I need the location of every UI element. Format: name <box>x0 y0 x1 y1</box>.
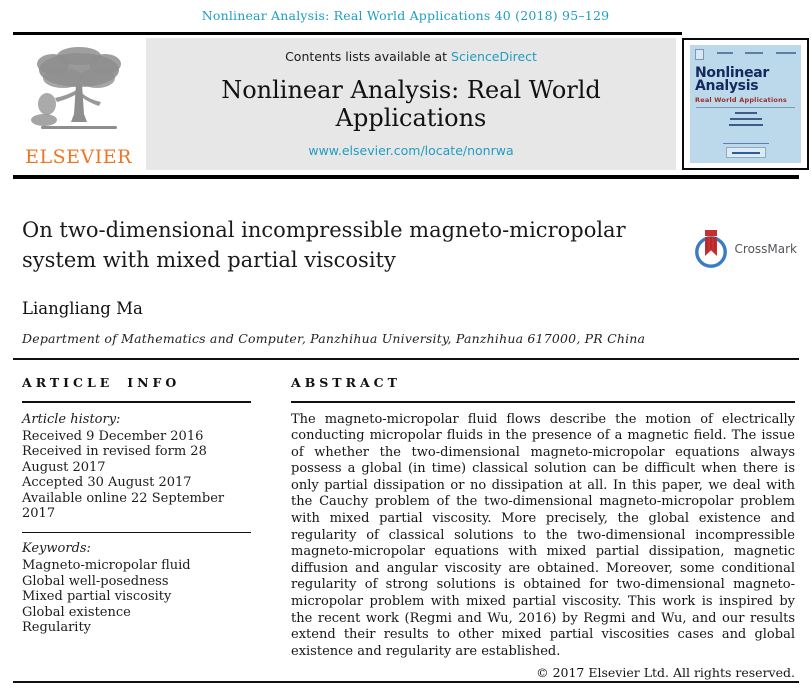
cover-publisher-box <box>726 147 766 158</box>
header-bottom-rule <box>13 175 799 179</box>
history-line: Received in revised form 28 August 2017 <box>22 444 207 475</box>
author-affiliation: Department of Mathematics and Computer, Panzhihua University, Panzhihua 617000, PR China <box>22 331 646 346</box>
page-bottom-rule <box>13 681 799 683</box>
keywords-label: Keywords: <box>22 541 91 556</box>
elsevier-logo <box>13 38 144 170</box>
journal-cover-face <box>690 45 801 163</box>
contents-prefix: Contents lists available at <box>285 49 452 64</box>
cover-meta-row <box>695 49 796 60</box>
journal-citation-link[interactable]: Nonlinear Analysis: Real World Applications 40 (2018) 95–129 <box>201 8 610 23</box>
elsevier-wordmark: ELSEVIER <box>25 146 132 168</box>
history-label: Article history: <box>22 411 121 427</box>
paper-title: On two-dimensional incompressible magneto-micropolar system with mixed partial viscosity <box>22 218 626 272</box>
cover-editor-bar <box>729 124 763 126</box>
cover-editor-bar <box>730 118 762 120</box>
crossmark-label: CrossMark <box>734 242 797 256</box>
cover-rule <box>696 107 795 108</box>
cover-meta-bar <box>776 52 796 54</box>
keywords-divider <box>22 532 251 534</box>
header-top-rule <box>13 32 682 35</box>
journal-banner <box>146 38 676 170</box>
keyword-item: Regularity <box>22 620 92 635</box>
author-name: Liangliang Ma <box>22 299 143 318</box>
abstract-column <box>291 375 795 680</box>
cover-subtitle: Real World Applications <box>695 96 787 104</box>
sciencedirect-link[interactable]: ScienceDirect <box>451 49 537 64</box>
crossmark-badge[interactable] <box>692 229 797 269</box>
cover-bottom <box>695 143 796 160</box>
info-abstract-columns <box>22 375 795 680</box>
cover-editor-bar <box>735 112 757 114</box>
copyright-notice: © 2017 Elsevier Ltd. All rights reserved. <box>536 665 795 681</box>
abstract-divider <box>291 401 795 403</box>
history-line: Available online 22 September 2017 <box>22 490 225 521</box>
cover-meta-bar <box>717 52 733 54</box>
journal-header <box>13 38 809 170</box>
article-info-heading: ARTICLE INFO <box>22 375 181 390</box>
keyword-item: Magneto-micropolar fluid <box>22 558 191 573</box>
abstract-heading: ABSTRACT <box>291 375 401 390</box>
keyword-item: Mixed partial viscosity <box>22 589 172 604</box>
history-line: Accepted 30 August 2017 <box>22 475 192 490</box>
keyword-item: Global well-posedness <box>22 573 169 589</box>
history-line: Received 9 December 2016 <box>22 428 204 444</box>
journal-title: Nonlinear Analysis: Real World Applications <box>221 75 601 132</box>
article-info-column <box>22 375 251 680</box>
cover-bottom-bar <box>723 143 769 145</box>
cover-minilogo-icon <box>695 49 704 60</box>
meta-section-rule <box>13 358 799 360</box>
cover-meta-bar <box>745 52 763 54</box>
crossmark-icon <box>692 229 730 269</box>
keyword-item: Global existence <box>22 604 131 620</box>
journal-cover-thumbnail <box>682 38 809 170</box>
journal-url-link[interactable]: www.elsevier.com/locate/nonrwa <box>308 143 514 158</box>
contents-line <box>150 49 672 64</box>
cover-title: Nonlinear Analysis <box>695 65 770 94</box>
elsevier-tree-icon <box>27 44 131 144</box>
article-info-divider <box>22 401 251 403</box>
abstract-text: The magneto-micropolar fluid flows describe the motion of electrically conducting micropolar fluids in the presence of a magnetic field. The issue of whether the two-dimensional magneto-micropolar equations always possess a global (in time) classical solution can be difficult when there is only partial dissipation or no dissipation at all. In this paper, we deal with the Cauchy problem of the two-dimensional magneto-micropolar problem with mixed partial viscosity. More precisely, the global existence and regularity of classical solutions to the two-dimensional incompressible magneto-micropolar equations with mixed partial dissipation, magnetic diffusion and angular viscosity are obtained. Moreover, some conditional regularity of strong solutions is obtained for two-dimensional magneto-micropolar problem with mixed partial viscosity. This work is inspired by the recent work (Regmi and Wu, 2016) by Regmi and Wu, and our results extend their results to other mixed partial viscosities cases and global existence and regularity are established. <box>291 411 795 659</box>
